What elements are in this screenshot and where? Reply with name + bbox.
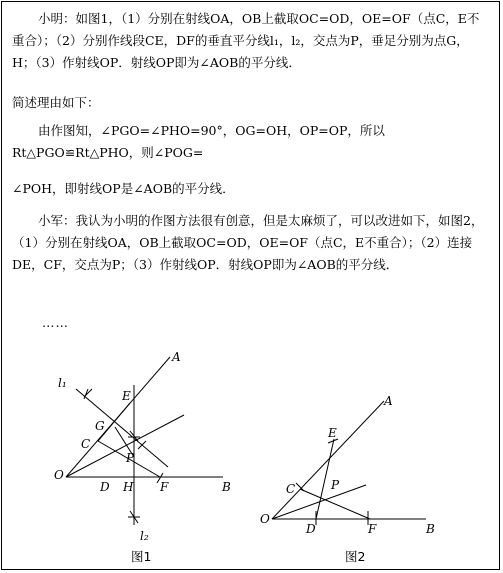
label-A: A xyxy=(172,350,181,364)
label-C: C xyxy=(286,482,296,496)
label-G: G xyxy=(95,419,105,433)
label-E: E xyxy=(328,426,337,440)
label-A: A xyxy=(384,394,393,408)
ellipsis: …… xyxy=(42,315,69,330)
label-C: C xyxy=(81,437,91,451)
figure-2 xyxy=(256,385,446,545)
paragraph-xiaoming: 小明：如图1，（1）分别在射线OA，OB上截取OC=OD，OE=OF（点C，E不重合）；（2）分别作线段CE，DF的垂直平分线l₁，l₂，交点为P，垂足分别为点G，H；（3）作射线OP．射线OP即为∠AOB的平分线． xyxy=(12,11,480,70)
label-D: D xyxy=(306,522,316,536)
label-l2: l₂ xyxy=(140,529,149,543)
figure-1 xyxy=(48,345,248,557)
label-D: D xyxy=(100,480,110,494)
label-l1: l₁ xyxy=(58,376,67,390)
label-O: O xyxy=(54,468,64,482)
figure-1-caption: 图1 xyxy=(131,549,152,564)
label-E: E xyxy=(122,389,131,403)
figure-2-caption: 图2 xyxy=(345,549,366,564)
label-H: H xyxy=(123,480,134,494)
segment-CF xyxy=(300,489,370,519)
paragraph-xiaojun: 小军：我认为小明的作图方法很有创意，但是太麻烦了，可以改进如下，如图2，（1）分别在射线OA，OB上截取OC=OD，OE=OF（点C，E不重合）；（2）连接DE，CF，交点为P；（3）作射线OP．射线OP即为∠AOB的平分线． xyxy=(12,213,484,272)
paragraph-proof: 由作图知，∠PGO=∠PHO=90°，OG=OH，OP=OP，所以Rt△PGO≌Rt△PHO，则∠POG= xyxy=(12,123,385,160)
arc-mark xyxy=(84,389,92,399)
label-F: F xyxy=(368,522,377,536)
label-B: B xyxy=(426,522,435,536)
label-F: F xyxy=(160,480,169,494)
label-P: P xyxy=(331,478,340,492)
paragraph-proof-conclusion: ∠POH，即射线OP是∠AOB的平分线． xyxy=(12,181,235,196)
label-O: O xyxy=(260,512,270,526)
label-P: P xyxy=(126,451,135,465)
paragraph-reason-intro: 简述理由如下： xyxy=(12,95,100,110)
label-B: B xyxy=(222,480,231,494)
